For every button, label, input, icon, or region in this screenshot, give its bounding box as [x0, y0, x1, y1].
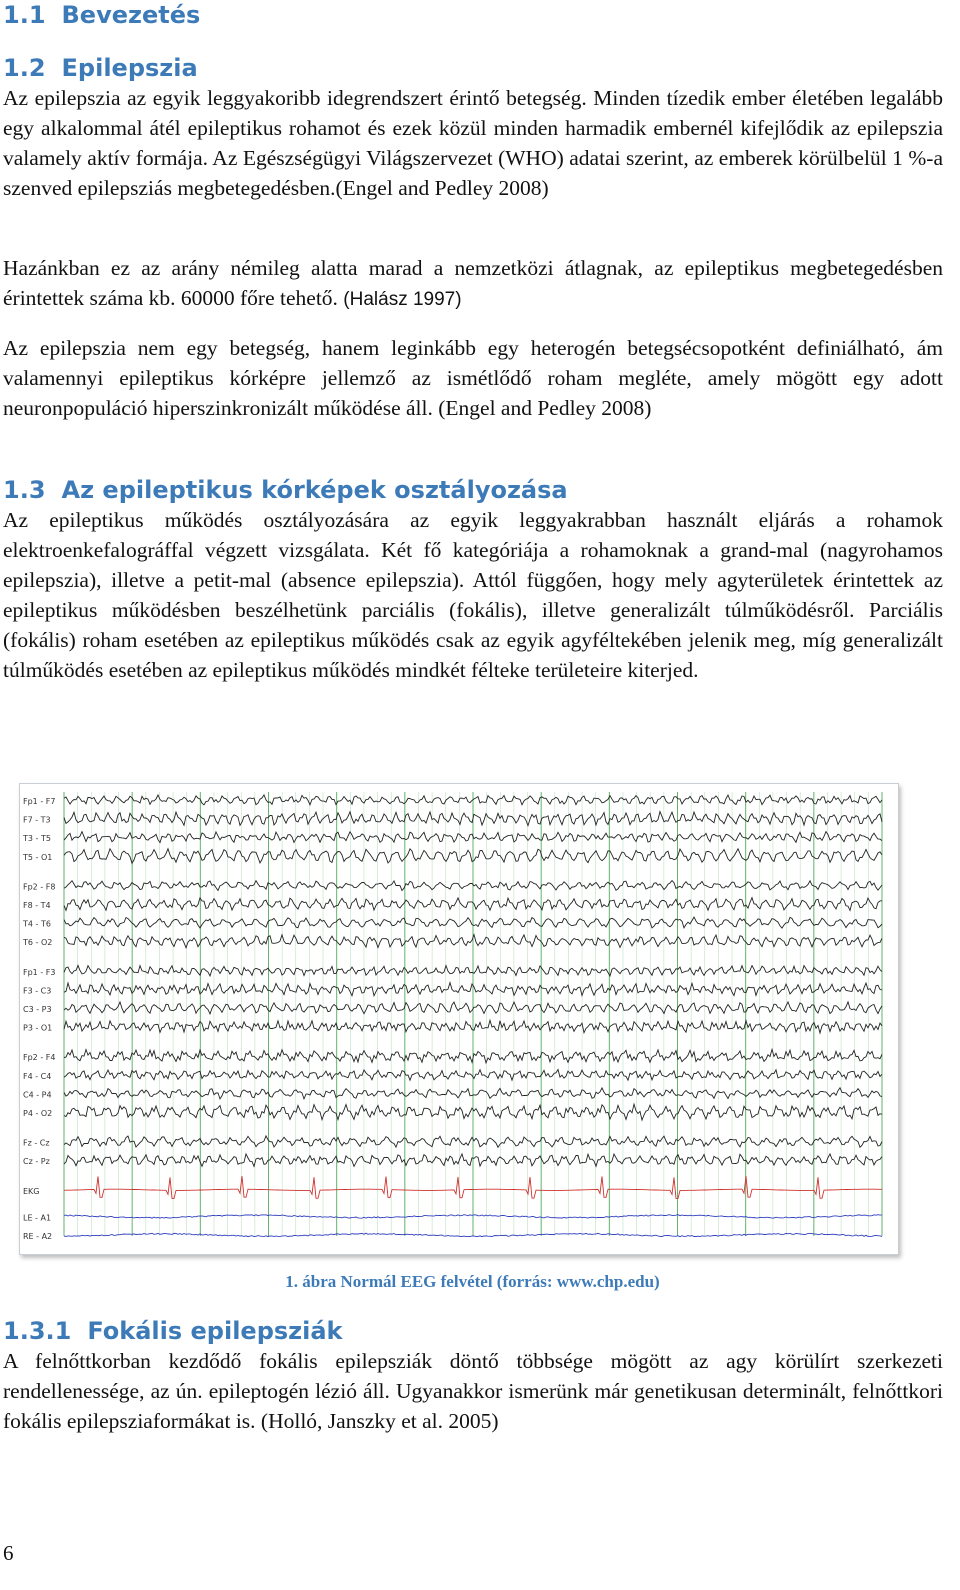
heading-1-3	[3, 475, 568, 505]
eeg-channel-label: F3 - C3	[23, 986, 52, 996]
heading-number: 1.1	[3, 1, 46, 29]
heading-title: Bevezetés	[61, 1, 201, 29]
eeg-channel-label: C4 - P4	[23, 1090, 52, 1100]
eeg-channel-label: Fp2 - F8	[23, 882, 56, 892]
heading-title: Fokális epilepsziák	[87, 1317, 343, 1345]
eeg-channel-label: Fp1 - F3	[23, 967, 56, 977]
heading-1-3-1	[3, 1316, 343, 1346]
heading-title: Az epileptikus kórképek osztályozása	[61, 476, 568, 504]
eeg-channel-label: F8 - T4	[23, 901, 51, 910]
heading-number: 1.2	[3, 54, 46, 82]
paragraph-epilepsy-definition: Az epilepszia nem egy betegség, hanem leginkább egy heterogén betegsécsopotként definiálható, ám valamennyi epileptikus kórképre jellemző az ismétlődő roham megléte, amely mögött egy adott neuronpopuláció hiperszinkronizált működése áll. (Engel and Pedley 2008)	[3, 336, 943, 420]
figure-caption: 1. ábra Normál EEG felvétel (forrás: www.chp.edu)	[285, 1272, 660, 1291]
paragraph-epilepsy-intro: Az epilepszia az egyik leggyakoribb idegrendszert érintő betegség. Minden tízedik ember életében legalább egy alkalommal átél epileptikus rohamot és ezek közül minden harmadik embernél kifejlődik az epilepszia valamely aktív formája. Az Egészségügyi Világszervezet (WHO) adatai szerint, az emberek körülbelül 1 %-a szenved epilepsziás megbetegedésben.(Engel and Pedley 2008)	[3, 86, 943, 200]
eeg-channel-label: T4 - T6	[23, 919, 51, 929]
paragraph-focal-epilepsies: A felnőttkorban kezdődő fokális epilepsziák döntő többsége mögött az agy körülírt szerkezeti rendellenessége, az ún. epileptogén lézió áll. Ugyanakkor ismerünk már genetikusan determinált, felnőttkori fokális epilepsziaformákat is. (Holló, Janszky et al. 2005)	[3, 1349, 943, 1433]
heading-1-1	[3, 0, 200, 30]
heading-title: Epilepszia	[61, 54, 198, 82]
eeg-channel-label: EKG	[23, 1186, 40, 1196]
paragraph-hungary-stats	[3, 253, 943, 315]
eeg-channel-label: Cz - Pz	[23, 1157, 50, 1167]
eeg-channel-label: F7 - T3	[23, 815, 51, 825]
eeg-channel-label: F4 - C4	[23, 1071, 52, 1081]
eeg-channel-label: Fp1 - F7	[23, 797, 56, 806]
eeg-channel-label: RE - A2	[23, 1232, 53, 1241]
eeg-channel-label: Fz - Cz	[23, 1138, 50, 1148]
eeg-channel-label: T3 - T5	[23, 834, 51, 844]
eeg-figure	[19, 783, 899, 1255]
paragraph-text: Hazánkban ez az arány némileg alatta marad a nemzetközi átlagnak, az epileptikus megbetegedésben érintettek száma kb. 60000 főre tehető.	[3, 256, 943, 310]
eeg-channel-label: T6 - O2	[23, 938, 53, 948]
page-number: 6	[3, 1541, 14, 1565]
citation-halasz: (Halász 1997)	[343, 289, 462, 310]
eeg-channel-label: P4 - O2	[23, 1109, 53, 1118]
eeg-recording-image	[20, 784, 898, 1254]
paragraph-classification: Az epileptikus működés osztályozására az egyik leggyakrabban használt eljárás a rohamok elektroenkefalográffal végzett vizsgálata. Két fő kategóriája a rohamoknak a grand-mal (nagyrohamos epilepszia), illetve a petit-mal (absence epilepszia). Attól függően, hogy mely agyterületek érintettek az epileptikus működésben beszélhetünk parciális (fokális), illetve generalizált túlműködésről. Parciális (fokális) roham esetében az epileptikus működés csak az egyik agyféltekében jelenik meg, míg generalizált túlműködés esetében az epileptikus működés mindkét félteke területeire kiterjed.	[3, 508, 943, 682]
heading-number: 1.3.1	[3, 1317, 72, 1345]
eeg-channel-label: C3 - P3	[23, 1005, 52, 1014]
eeg-channel-label: P3 - O1	[23, 1023, 53, 1033]
eeg-channel-label: T5 - O1	[23, 852, 53, 862]
eeg-channel-label: LE - A1	[23, 1213, 52, 1223]
heading-1-2	[3, 53, 198, 83]
eeg-channel-label: Fp2 - F4	[23, 1053, 56, 1063]
heading-number: 1.3	[3, 476, 46, 504]
